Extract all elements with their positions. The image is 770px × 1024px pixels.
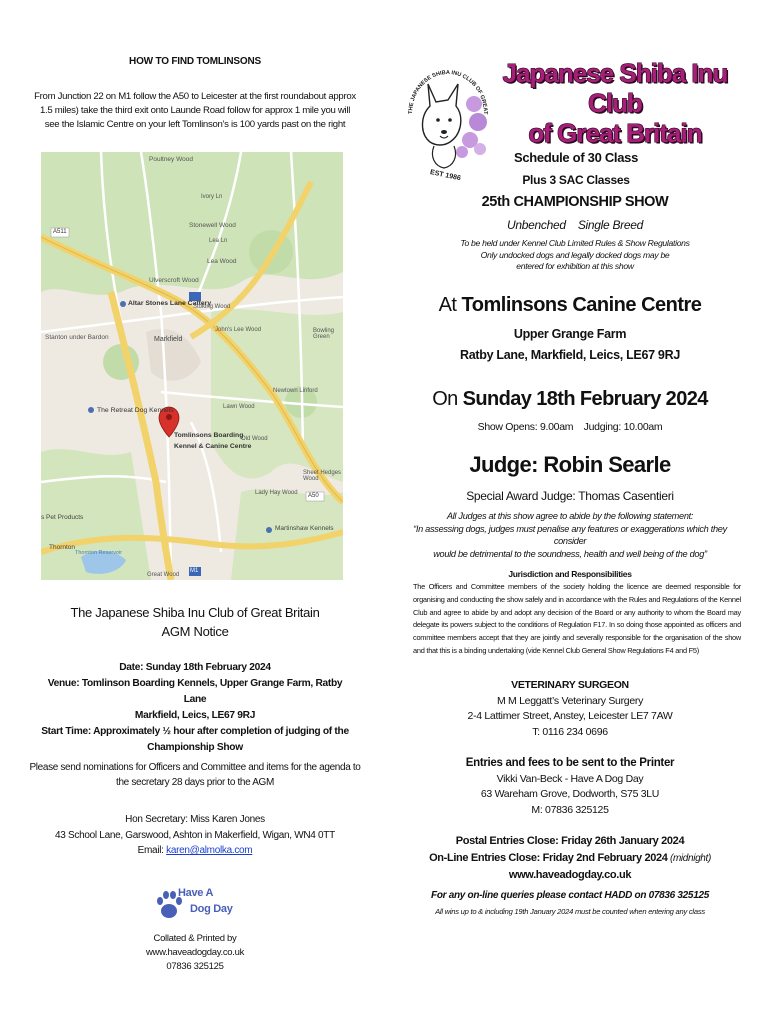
agm-date: Date: Sunday 18th February 2024 bbox=[119, 662, 271, 673]
jurisdiction-text: The Officers and Committee members of the society holding the licence are deemed responsible for organising and conducting the show safely and in accordance with the Rules and Regulations of the Kennel Club and agree to abide by and adopt any decision of the Board or any authority to whom the Board may delegate its powers subject to the conditions of Regulation F17. In so doing those appointed as officers and committee members accept that they are jointly and severally responsible for the organisation of the show and that this is a binding undertaking (vide Kennel Club General Show Regulations F4 and F5) bbox=[413, 582, 741, 655]
jurisdiction-heading: Jurisdiction and Responsibilities bbox=[508, 569, 632, 579]
map-label: Stonewell Wood bbox=[189, 222, 236, 229]
directions-text: From Junction 22 on M1 follow the A50 to Leicester at the first roundabout approx 1.5 miles) take the third exit onto Launde Road follow for approx 1 mile you will see the Islamic Centre on your left Tomlinson’s is 100 yards past on the right bbox=[34, 91, 356, 130]
map-label: Thornton bbox=[49, 544, 76, 551]
map-label: Newtown Linford bbox=[273, 388, 318, 394]
show-type: Unbenched Single Breed bbox=[507, 218, 643, 232]
rules-line3: entered for exhibition at this show bbox=[516, 261, 634, 271]
agm-start-line2: Championship Show bbox=[147, 742, 243, 753]
statement-line3: would be detrimental to the soundness, health and well being of the dog” bbox=[433, 548, 707, 559]
wins-note: All wins up to & including 19th January 2024 must be counted when entering any class bbox=[435, 907, 705, 916]
map-label: Stoking Wood bbox=[193, 304, 231, 310]
online-close-row bbox=[410, 850, 730, 868]
venue-name: Tomlinsons Canine Centre bbox=[461, 294, 702, 316]
map-label-retreat: The Retreat Dog Kennels bbox=[97, 407, 174, 414]
venue-address: Ratby Lane, Markfield, Leics, LE67 9RJ bbox=[460, 348, 680, 362]
online-close-note: (midnight) bbox=[667, 852, 711, 864]
map-label: s Pet Products bbox=[41, 514, 84, 521]
map-label: Lady Hay Wood bbox=[255, 490, 298, 496]
agm-secretary bbox=[40, 812, 350, 859]
club-name-line1: Japanese Shiba Inu Club bbox=[502, 58, 728, 118]
email-label: Email: bbox=[137, 845, 167, 856]
map-road-label: A50 bbox=[308, 493, 319, 499]
agm-nominations: Please send nominations for Officers and Committee and items for the agenda to the secretary 28 days prior to the AGM bbox=[29, 762, 361, 788]
map-label: Thornton Reservoir bbox=[75, 550, 123, 556]
sac-classes: Plus 3 SAC Classes bbox=[522, 173, 630, 187]
veterinary-section bbox=[420, 678, 720, 740]
map-label: Great Wood bbox=[147, 572, 180, 578]
have-a-dog-day-logo bbox=[150, 885, 240, 925]
secretary-email-link[interactable]: karen@almolka.com bbox=[166, 845, 253, 856]
agm-title-line1: The Japanese Shiba Inu Club of Great Britain bbox=[70, 605, 320, 620]
entries-section bbox=[420, 756, 720, 818]
printer-website: www.haveadogday.co.uk bbox=[145, 947, 245, 958]
map-label: Poultney Wood bbox=[149, 156, 193, 163]
map-graphic bbox=[41, 152, 343, 580]
map-label: Stanton under Bardon bbox=[45, 334, 109, 341]
map-label: Bowling Green bbox=[313, 328, 335, 340]
map-label: Sheet Hedges Wood bbox=[303, 470, 342, 482]
vet-name: M M Leggatt’s Veterinary Surgery bbox=[496, 694, 644, 707]
logo-text-line2: Dog Day bbox=[190, 903, 233, 915]
entries-address: 63 Wareham Grove, Dodworth, S75 3LU bbox=[480, 788, 660, 800]
venue-prefix: At bbox=[438, 294, 462, 316]
entries-name: Vikki Van-Beck - Have A Dog Day bbox=[496, 772, 644, 785]
venue-farm: Upper Grange Farm bbox=[513, 327, 627, 341]
show-times: Show Opens: 9.00am Judging: 10.00am bbox=[477, 421, 663, 433]
agm-title-line2: AGM Notice bbox=[161, 624, 229, 639]
secretary-name: Hon Secretary: Miss Karen Jones bbox=[125, 814, 265, 825]
vet-phone: T: 0116 234 0696 bbox=[532, 725, 608, 738]
judges-statement bbox=[410, 510, 730, 560]
special-award-judge: Special Award Judge: Thomas Casentieri bbox=[466, 489, 674, 503]
map-label: Lea Ln bbox=[209, 238, 228, 244]
championship-heading: 25th CHAMPIONSHIP SHOW bbox=[481, 194, 669, 210]
printer-credits bbox=[40, 932, 350, 974]
date-prefix: On bbox=[432, 388, 463, 410]
map-label: Old Wood bbox=[241, 436, 268, 442]
rules-line1: To be held under Kennel Club Limited Rules & Show Regulations bbox=[460, 238, 690, 248]
printer-line1: Collated & Printed by bbox=[153, 933, 237, 944]
show-rules bbox=[440, 238, 710, 273]
vet-title: VETERINARY SURGEON bbox=[511, 679, 629, 691]
agm-heading bbox=[40, 603, 350, 641]
schedule-heading: Schedule of 30 Class bbox=[513, 150, 639, 165]
map-label: Lawn Wood bbox=[223, 404, 255, 410]
logo-text-line1: Have A bbox=[178, 887, 214, 899]
directions-title: HOW TO FIND TOMLINSONS bbox=[129, 56, 261, 67]
secretary-address: 43 School Lane, Garswood, Ashton in Makerfield, Wigan, WN4 0TT bbox=[55, 829, 335, 841]
printer-phone: 07836 325125 bbox=[166, 961, 224, 972]
map-label: Ulverscroft Wood bbox=[149, 277, 199, 284]
map-label: Ivory Ln bbox=[201, 194, 223, 200]
venue-heading bbox=[420, 294, 720, 317]
entries-title: Entries and fees to be sent to the Printer bbox=[465, 757, 675, 769]
entries-phone: M: 07836 325125 bbox=[531, 803, 609, 816]
logo-ring-text: THE JAPANESE SHIBA INU CLUB OF GREAT bbox=[407, 69, 489, 115]
map-label: Markfield bbox=[154, 336, 183, 343]
map-label-tomlinsons: Tomlinsons Boarding bbox=[174, 432, 244, 439]
map-label: Lea Wood bbox=[207, 258, 237, 265]
map-road-label: A511 bbox=[53, 229, 67, 235]
agm-start-line1: Start Time: Approximately ½ hour after completion of judging of the bbox=[41, 726, 349, 737]
club-name-line2: of Great Britain bbox=[528, 118, 702, 148]
map-label-tomlinsons: Kennel & Canine Centre bbox=[174, 443, 252, 450]
agm-venue-line2: Markfield, Leics, LE67 9RJ bbox=[134, 710, 256, 721]
date-value: Sunday 18th February 2024 bbox=[462, 388, 708, 410]
rules-line2: Only undocked dogs and legally docked dogs may be bbox=[480, 249, 670, 260]
map-road-label: M1 bbox=[190, 568, 199, 574]
location-map[interactable] bbox=[41, 152, 343, 580]
entries-website: www.haveadogday.co.uk bbox=[508, 869, 632, 881]
club-name bbox=[478, 58, 752, 148]
closing-dates bbox=[410, 833, 730, 884]
agm-details bbox=[40, 660, 350, 756]
map-label: John's Lee Wood bbox=[215, 327, 262, 333]
statement-line2: “In assessing dogs, judges must penalise any features or exaggerations which they consider bbox=[413, 523, 727, 546]
statement-line1: All Judges at this show agree to abide by the following statement: bbox=[446, 511, 694, 521]
online-queries: For any on-line queries please contact HADD on 07836 325125 bbox=[431, 890, 709, 901]
online-close: On-Line Entries Close: Friday 2nd February 2024 bbox=[429, 851, 668, 864]
logo-est-text: EST 1986 bbox=[429, 168, 462, 182]
judge-name: Judge: Robin Searle bbox=[469, 452, 671, 477]
vet-address: 2-4 Lattimer Street, Anstey, Leicester LE7 7AW bbox=[467, 710, 673, 722]
secretary-email-row bbox=[40, 843, 350, 859]
postal-close: Postal Entries Close: Friday 26th January 2024 bbox=[455, 835, 685, 847]
agm-venue-line1: Venue: Tomlinson Boarding Kennels, Upper Grange Farm, Ratby Lane bbox=[47, 678, 343, 705]
show-date bbox=[420, 388, 720, 411]
map-label: Martinshaw Kennels bbox=[275, 525, 334, 532]
map-label-cattery: Altar Stones Lane Cattery bbox=[128, 300, 212, 307]
